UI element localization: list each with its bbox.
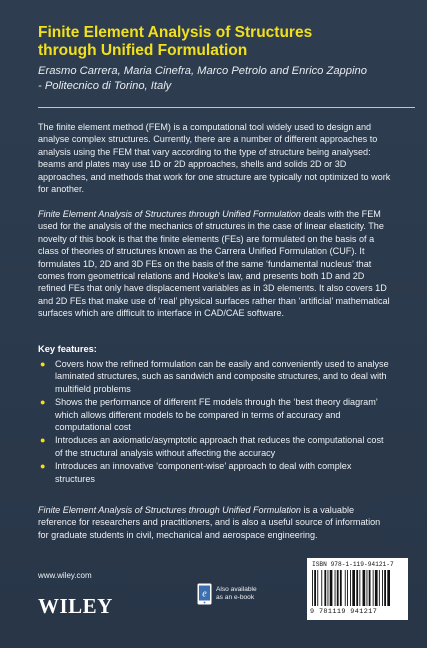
barcode-panel bbox=[307, 558, 408, 620]
ebook-line-2: as an e-book bbox=[216, 594, 255, 602]
isbn-label: ISBN 978-1-119-94121-7 bbox=[312, 561, 394, 568]
bullet-icon: ● bbox=[40, 397, 46, 408]
wiley-logo: WILEY bbox=[38, 594, 113, 618]
key-feature-text: Shows the performance of different FE models through the ‘best theory diagram’ which allows different models to be compared in terms of accuracy and computational cost bbox=[55, 397, 378, 433]
key-features-heading: Key features: bbox=[38, 344, 97, 354]
ebook-icon bbox=[197, 583, 212, 605]
closing-paragraph-text: is a valuable reference for researchers and practitioners, and is also a useful source of information for graduate students in civil, mechanical and aerospace engineering. bbox=[38, 505, 381, 540]
key-feature-item bbox=[38, 460, 393, 485]
barcode-icon bbox=[312, 570, 404, 608]
ebook-notice bbox=[197, 583, 275, 609]
book-title bbox=[38, 24, 398, 60]
description-paragraph-1: The finite element method (FEM) is a computational tool widely used to design and analyse complex structures. Currently, there are a number of different approaches to analysis using the FEM that vary according to the type of structure being analysed: beams and plates may use 1D or 2D approaches, shells and solids 2D or 3D approaches, and methods that work for one structure are typically not optimized to work for another. bbox=[38, 122, 391, 195]
authors-line-1: Erasmo Carrera, Maria Cinefra, Marco Petrolo and Enrico Zappino bbox=[38, 65, 367, 77]
key-features-list bbox=[38, 358, 393, 486]
book-title-reference: Finite Element Analysis of Structures through Unified Formulation bbox=[38, 209, 301, 219]
book-title-reference: Finite Element Analysis of Structures through Unified Formulation bbox=[38, 505, 301, 515]
svg-text:e: e bbox=[202, 588, 207, 600]
authors-line-2: - Politecnico di Torino, Italy bbox=[38, 80, 172, 92]
title-line-1: Finite Element Analysis of Structures bbox=[38, 24, 313, 41]
closing-paragraph bbox=[38, 504, 393, 541]
title-line-2: through Unified Formulation bbox=[38, 42, 248, 59]
key-feature-text: Introduces an axiomatic/asymptotic approach that reduces the computational cost of the structural analysis without affecting the accuracy bbox=[55, 435, 384, 458]
book-authors bbox=[38, 64, 398, 94]
key-feature-text: Introduces an innovative ‘component-wise’ approach to deal with complex structures bbox=[55, 461, 352, 484]
ebook-text bbox=[216, 586, 276, 602]
bullet-icon: ● bbox=[40, 461, 46, 472]
key-feature-item bbox=[38, 358, 393, 395]
bullet-icon: ● bbox=[40, 435, 46, 446]
key-feature-item bbox=[38, 434, 393, 459]
ebook-line-1: Also available bbox=[216, 586, 257, 593]
bullet-icon: ● bbox=[40, 359, 46, 369]
key-feature-item bbox=[38, 396, 393, 433]
barcode-digits: 9 781119 941217 bbox=[310, 608, 378, 616]
description-paragraph-2-text: deals with the FEM used for the analysis of the mechanics of structures in the case of linear elasticity. The novelty of this book is that the finite elements (FEs) are formulated on the basis of a class of theories of structures known as the Carrera Unified Formulation (CUF). It formulates 1D, 2D and 3D FEs on the basis of the same ‘fundamental nucleus’ that comes from geometrical relations and Hooke’s law, and presents both 1D and 2D refined FEs that only have displacement variables as in 3D elements. It also covers 1D and 2D FEs that make use of ‘real’ physical surfaces rather than ‘artificial’ mathematical surfaces which are difficult to interface in CAD/CAE software. bbox=[38, 209, 390, 319]
key-feature-text: Covers how the refined formulation can be easily and conveniently used to analyse laminated structures, such as sandwich and composite structures, and to deal with multifield problems bbox=[55, 359, 389, 394]
description-paragraph-2 bbox=[38, 208, 393, 320]
yellow-divider bbox=[38, 107, 415, 108]
publisher-url[interactable]: www.wiley.com bbox=[38, 571, 92, 580]
